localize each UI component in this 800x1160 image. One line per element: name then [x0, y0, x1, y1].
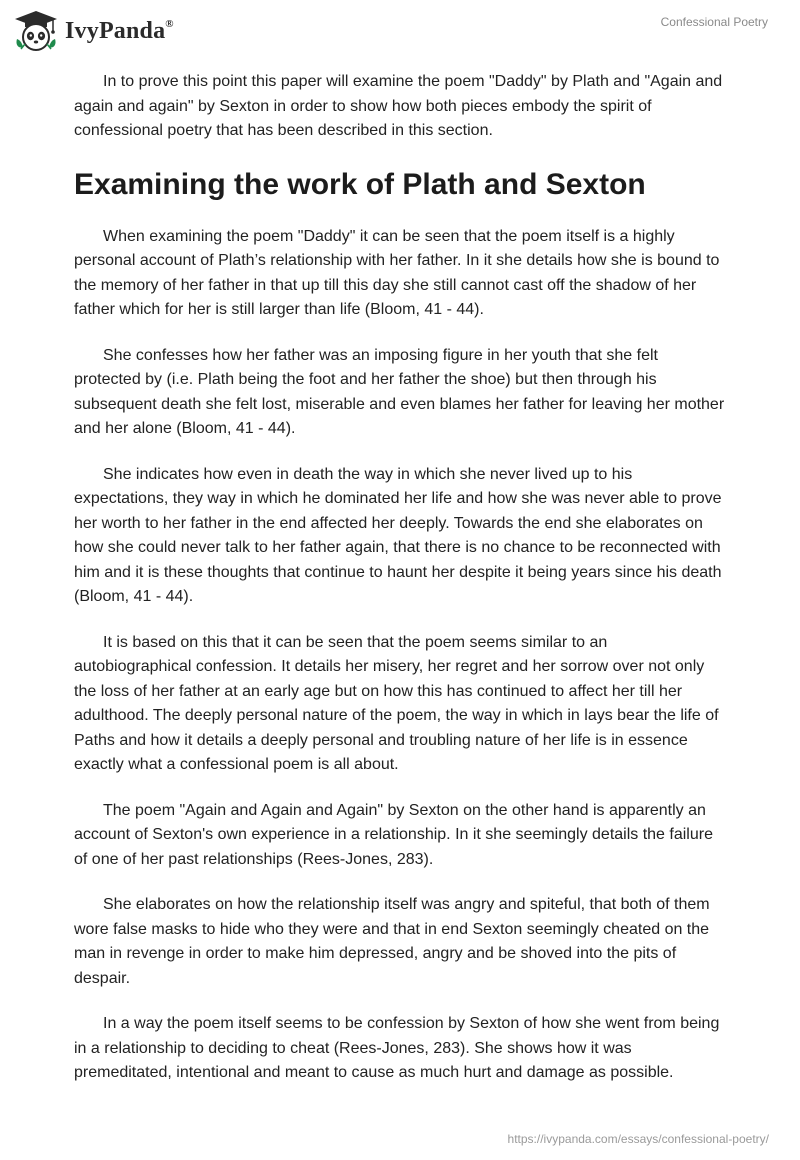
paragraph-expectations: She indicates how even in death the way in which she never lived up to his expectations, they way in which he dominated her life and how she was never able to prove her worth to her father in the end affected her deeply. Towards the end she elaborates on how she could never talk to her father again, that there is no chance to be reconnected with him and it is these thoughts that continue to haunt her despite it being years since his death (Bloom, 41 - 44). [74, 465, 722, 605]
ivypanda-logo[interactable] [13, 8, 174, 54]
page-header [0, 0, 800, 60]
paragraph-confession: In a way the poem itself seems to be confession by Sexton of how she went from being in a relationship to deciding to cheat (Rees-Jones, 283). She shows how it was premeditated, intentional and meant to cause as much hurt and damage as possible. [74, 1015, 720, 1081]
paragraph-relationship: She elaborates on how the relationship itself was angry and spiteful, that both of them wore false masks to hide who they were and that in end Sexton seemingly cheated on the man in revenge in order to make him depressed, angry and be shoved into the pits of despair. [74, 896, 710, 987]
paragraph-father-figure: She confesses how her father was an imposing figure in her youth that she felt protected by (i.e. Plath being the foot and her father the shoe) but then through his subsequent death she felt lost, miserable and even blames her father for leaving her mother and her alone (Bloom, 41 - 44). [74, 346, 725, 437]
registered-mark: ® [165, 17, 174, 30]
paragraph-daddy-intro: When examining the poem "Daddy" it can be seen that the poem itself is a highly personal account of Plath’s relationship with her father. In it she details how she is bound to the memory of her father in that up till this day she still cannot cast off the shadow of her father which for her is still larger than life (Bloom, 41 - 44). [74, 227, 720, 318]
source-url[interactable]: https://ivypanda.com/essays/confessional-poetry/ [507, 1132, 769, 1146]
article-body [74, 70, 729, 1107]
brand-name: IvyPanda® [65, 17, 174, 44]
section-heading: Examining the work of Plath and Sexton [74, 167, 646, 201]
paragraph-autobiographical: It is based on this that it can be seen that the poem seems similar to an autobiographical confession. It details her misery, her regret and her sorrow over not only the loss of her father at an early age but on how this has continued to affect her till her adulthood. The deeply personal nature of the poem, the way in which in lays bear the life of Paths and how it details a deeply personal and troubling nature of her life is in essence exactly what a confessional poem is all about. [74, 633, 719, 773]
paragraph-sexton-intro: The poem "Again and Again and Again" by Sexton on the other hand is apparently an account of Sexton's own experience in a relationship. In it she seemingly details the failure of one of her past relationships (Rees-Jones, 283). [74, 801, 713, 868]
intro-paragraph: In to prove this point this paper will examine the poem "Daddy" by Plath and "Again and again and again" by Sexton in order to show how both pieces embody the spirit of confessional poetry that has been described in this section. [74, 73, 723, 139]
panda-graduation-cap-icon [13, 9, 59, 53]
document-title: Confessional Poetry [660, 15, 768, 29]
